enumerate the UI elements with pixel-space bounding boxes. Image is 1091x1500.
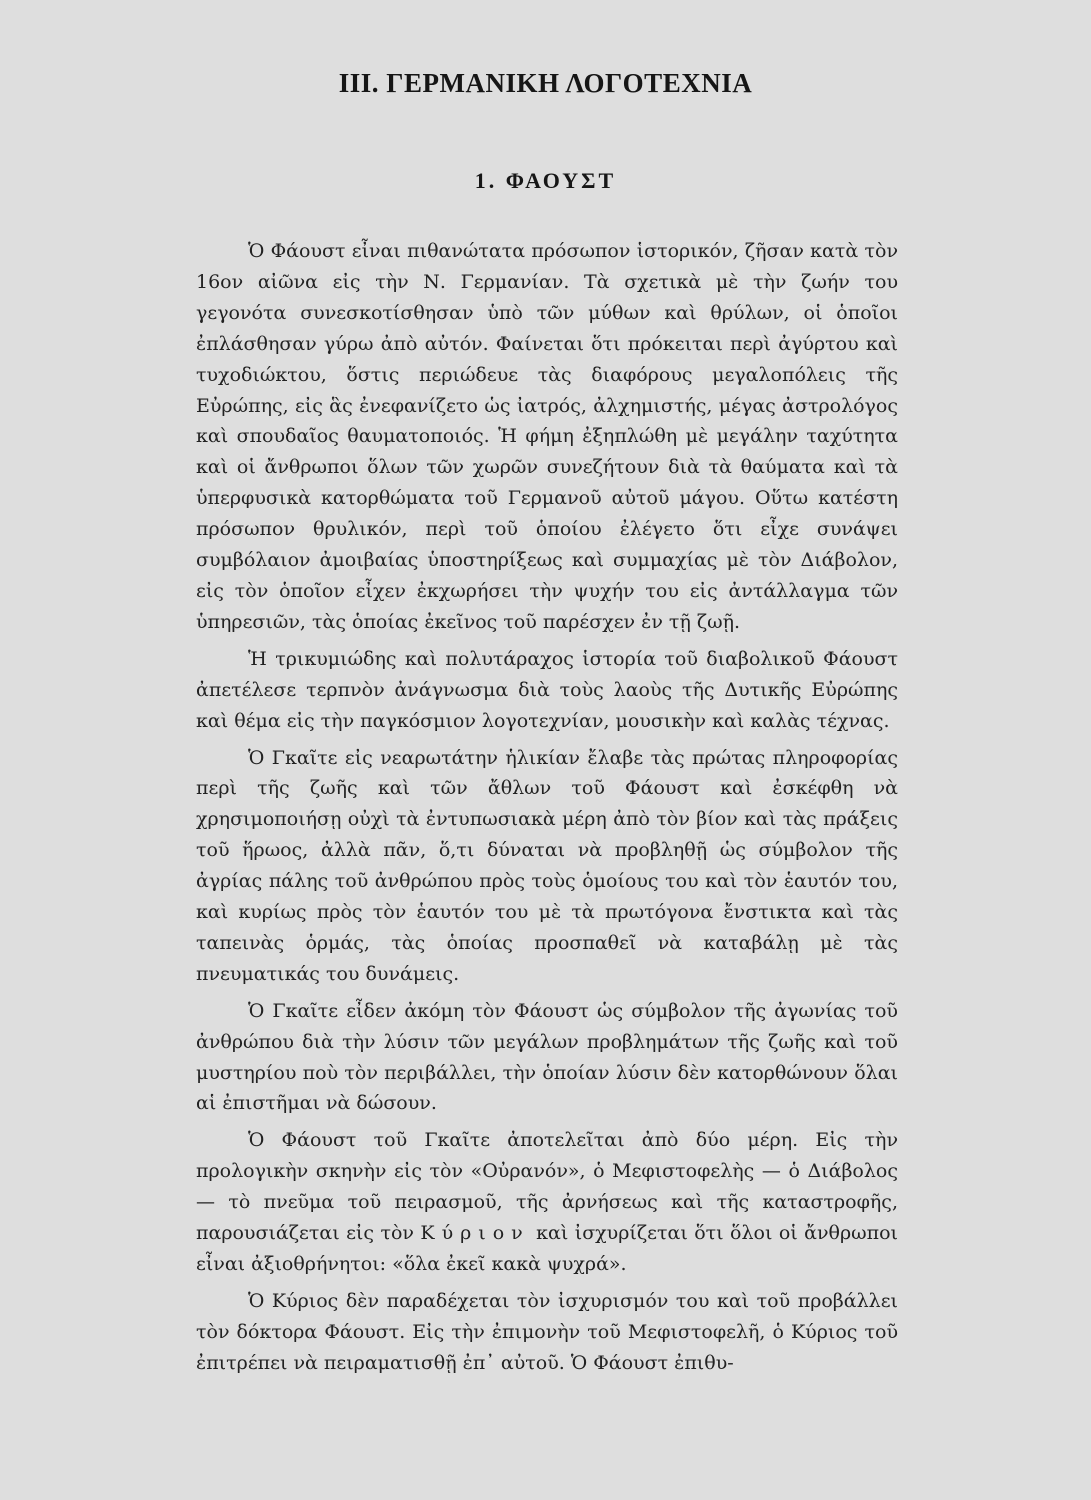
section-title: 1. ΦΑΟΥΣΤ	[474, 168, 617, 193]
paragraph-2: Ἡ τρικυμιώδης καὶ πολυτάραχος ἱστορία τοῦ διαβολικοῦ Φάουστ ἀπετέλεσε τερπνὸν ἀνάγνωσμα διὰ τοὺς λαοὺς τῆς Δυτικῆς Εὐρώπης καὶ θέμα εἰς τὴν παγκόσμιον λογοτεχνίαν, μουσικὴν καὶ καλὰς τέχνας.	[196, 647, 898, 732]
paragraph-4: Ὁ Γκαῖτε εἶδεν ἀκόμη τὸν Φάουστ ὡς σύμβολον τῆς ἀγωνίας τοῦ ἀνθρώπου διὰ τὴν λύσιν τῶν μεγάλων προβλημάτων τῆς ζωῆς καὶ τοῦ μυστηρίου ποὺ τὸν περιβάλλει, τὴν ὁποίαν λύσιν δὲν κατορθώνουν ὅλαι αἱ ἐπιστῆμαι νὰ δώσουν.	[196, 999, 898, 1115]
chapter-title: III. ΓΕΡΜΑΝΙΚΗ ΛΟΓΟΤΕΧΝΙΑ	[338, 68, 753, 98]
paragraph-3: Ὁ Γκαῖτε εἰς νεαρωτάτην ἡλικίαν ἔλαβε τὰς πρώτας πληροφορίας περὶ τῆς ζωῆς καὶ τῶν ἄθλων τοῦ Φάουστ καὶ ἐσκέφθη νὰ χρησιμοποιήσῃ οὐχὶ τὰ ἐντυπωσιακὰ μέρη ἀπὸ τὸν βίον καὶ τὰς πράξεις τοῦ ἥρωος, ἀλλὰ πᾶν, ὅ,τι δύναται νὰ προβληθῇ ὡς σύμβολον τῆς ἀγρίας πάλης τοῦ ἀνθρώπου πρὸς τοὺς ὁμοίους του καὶ τὸν ἑαυτόν του, καὶ κυρίως πρὸς τὸν ἑαυτόν του μὲ τὰ πρωτόγονα ἔνστικτα καὶ τὰς ταπεινὰς ὁρμάς, τὰς ὁποίας προσπαθεῖ νὰ καταβάλῃ μὲ τὰς πνευματικάς του δυνάμεις.	[196, 746, 898, 985]
paragraph-5	[196, 1125, 898, 1280]
paragraph-1: Ὁ Φάουστ εἶναι πιθανώτατα πρόσωπον ἱστορικόν, ζῆσαν κατὰ τὸν 16ον αἰῶνα εἰς τὴν Ν. Γερμανίαν. Τὰ σχετικὰ μὲ τὴν ζωήν του γεγονότα συνεσκοτίσθησαν ὑπὸ τῶν μύθων καὶ θρύλων, οἱ ὁποῖοι ἐπλάσθησαν γύρω ἀπὸ αὐτόν. Φαίνεται ὅτι πρόκειται περὶ ἀγύρτου καὶ τυχοδιώκτου, ὅστις περιώδευε τὰς διαφόρους μεγαλοπόλεις τῆς Εὐρώπης, εἰς ἃς ἐνεφανίζετο ὡς ἰατρός, ἀλχημιστής, μέγας ἀστρολόγος καὶ σπουδαῖος θαυματοποιός. Ἡ φήμη ἐξηπλώθη μὲ μεγάλην ταχύτητα καὶ οἱ ἄνθρωποι ὅλων τῶν χωρῶν συνεζήτουν διὰ τὰ θαύματα καὶ τὰ ὑπερφυσικὰ κατορθώματα τοῦ Γερμανοῦ αὐτοῦ μάγου. Οὕτω κατέστη πρόσωπον θρυλικόν, περὶ τοῦ ὁποίου ἐλέγετο ὅτι εἶχε συνάψει συμβόλαιον ἀμοιβαίας ὑποστηρίξεως καὶ συμμαχίας μὲ τὸν Διάβολον, εἰς τὸν ὁποῖον εἶχεν ἐκχωρήσει τὴν ψυχήν του εἰς ἀντάλλαγμα τῶν ὑπηρεσιῶν, τὰς ὁποίας ἐκεῖνος τοῦ παρέσχεν ἐν τῇ ζωῇ.	[196, 240, 898, 633]
paragraph-5-before: Ὁ Φάουστ τοῦ Γκαῖτε ἀποτελεῖται ἀπὸ δύο μέρη. Εἰς τὴν προλογικὴν σκηνὴν εἰς τὸν «Οὐρανόν», ὁ Μεφιστοφελὴς — ὁ Διάβολος — τὸ πνεῦμα τοῦ πειρασμοῦ, τῆς ἀρνήσεως καὶ τῆς καταστροφῆς, παρουσιάζεται εἰς τὸν	[196, 1129, 898, 1245]
paragraph-5-after: καὶ ἰσχυρίζεται ὅτι ὅλοι οἱ ἄνθρωποι εἶναι ἀξιοθρήνητοι: «ὅλα ἐκεῖ κακὰ ψυχρά».	[196, 1222, 898, 1275]
body-text	[196, 236, 898, 1379]
paragraph-6: Ὁ Κύριος δὲν παραδέχεται τὸν ἰσχυρισμόν του καὶ τοῦ προβάλλει τὸν δόκτορα Φάουστ. Εἰς τὴν ἐπιμονὴν τοῦ Μεφιστοφελῆ, ὁ Κύριος τοῦ ἐπιτρέπει νὰ πειραματισθῇ ἐπ᾽ αὐτοῦ. Ὁ Φάουστ ἐπιθυ-	[196, 1289, 898, 1374]
paragraph-5-emphasis: Κύριον	[420, 1222, 530, 1245]
